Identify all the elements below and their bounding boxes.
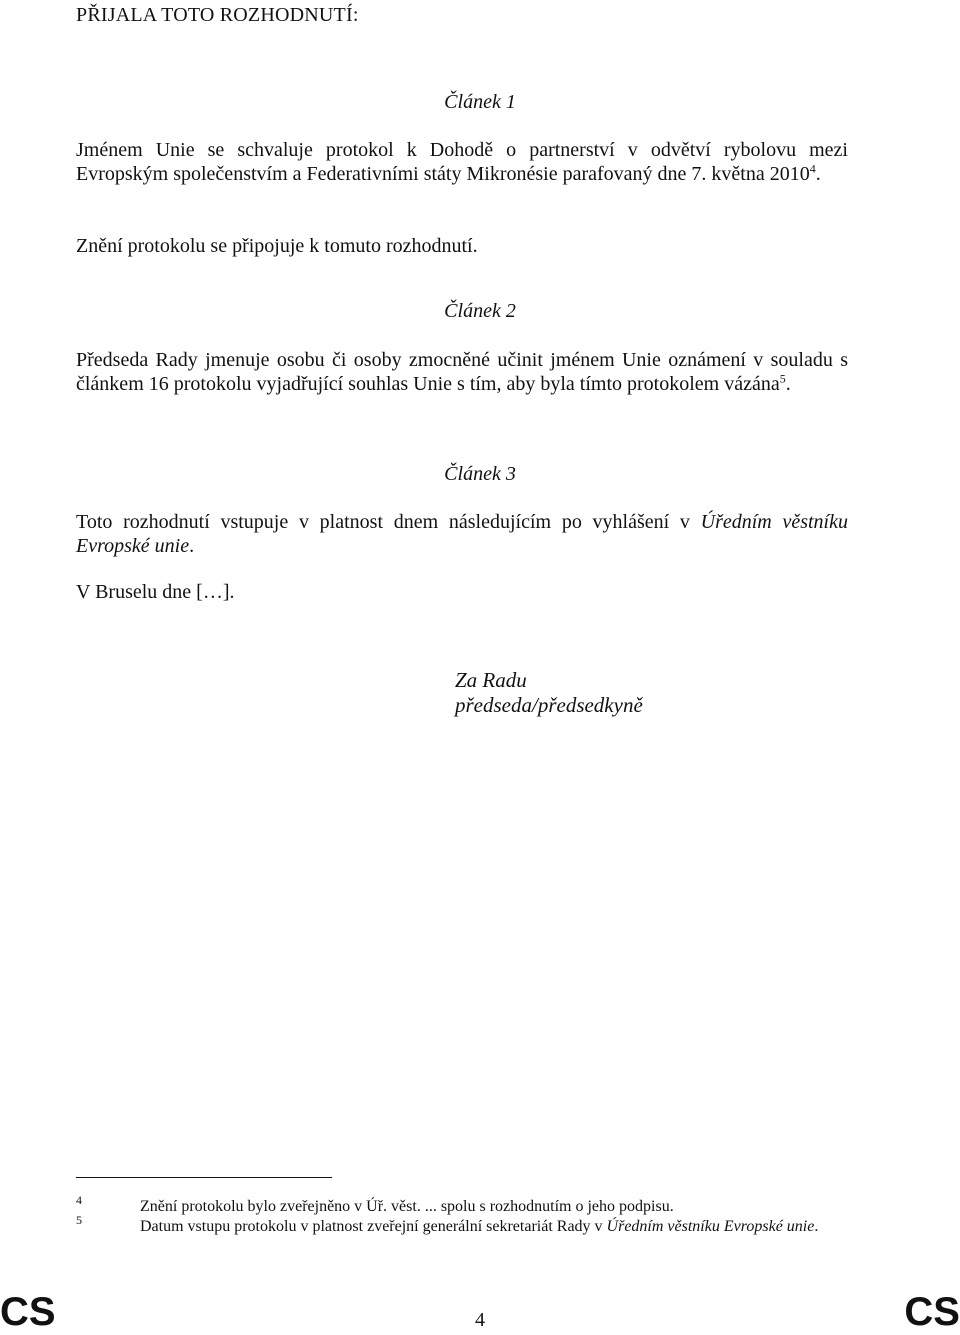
footnote-5-journal: Úředním věstníku Evropské unie xyxy=(606,1218,815,1235)
footnote-5-number: 5 xyxy=(76,1213,82,1227)
article-1-end: . xyxy=(815,163,821,185)
footnote-4-number: 4 xyxy=(76,1193,82,1207)
official-journal-title: Úředním věstníku Evropské unie xyxy=(76,511,848,557)
footnote-ref-5: 5 xyxy=(779,371,786,386)
footer-language-right: CS xyxy=(904,1290,960,1334)
article-3-paragraph-1 xyxy=(76,510,848,558)
decision-heading: PŘIJALA TOTO ROZHODNUTÍ: xyxy=(76,4,359,26)
article-1-paragraph-2: Znění protokolu se připojuje k tomuto rozhodnutí. xyxy=(76,235,478,257)
footnote-5-end: . xyxy=(814,1218,819,1235)
article-1-title: Článek 1 xyxy=(444,91,516,113)
footnote-separator xyxy=(76,1177,332,1178)
footnote-ref-4: 4 xyxy=(809,161,816,176)
page-number: 4 xyxy=(475,1309,485,1331)
article-2-paragraph-1 xyxy=(76,348,848,396)
footnote-5-text xyxy=(140,1217,849,1237)
article-3-title: Článek 3 xyxy=(444,463,516,485)
footer-language-left: CS xyxy=(0,1290,56,1334)
article-1-paragraph-1 xyxy=(76,138,848,186)
signature-line-1: Za Radu xyxy=(455,668,527,692)
signature-block xyxy=(455,668,643,718)
article-2-text: Předseda Rady jmenuje osobu či osoby zmocněné učinit jménem Unie oznámení v souladu s článkem 16 protokolu vyjadřující souhlas Unie s tím, aby byla tímto protokolem vázána xyxy=(76,349,848,395)
footnote-4-text: Znění protokolu bylo zveřejněno v Úř. věst. ... spolu s rozhodnutím o jeho podpisu. xyxy=(140,1198,674,1215)
signature-line-2: předseda/předsedkyně xyxy=(455,693,643,717)
place-date: V Bruselu dne […]. xyxy=(76,581,235,603)
article-3-text: Toto rozhodnutí vstupuje v platnost dnem následujícím po vyhlášení v xyxy=(76,511,701,533)
article-2-title: Článek 2 xyxy=(444,300,516,322)
article-2-end: . xyxy=(785,373,791,395)
article-1-text: Jménem Unie se schvaluje protokol k Dohodě o partnerství v odvětví rybolovu mezi Evropským společenstvím a Federativními státy Mikronésie parafovaný dne 7. května 2010 xyxy=(76,139,848,185)
footnote-5-body: Datum vstupu protokolu v platnost zveřejní generální sekretariát Rady v xyxy=(140,1218,607,1235)
article-3-end: . xyxy=(189,535,195,557)
